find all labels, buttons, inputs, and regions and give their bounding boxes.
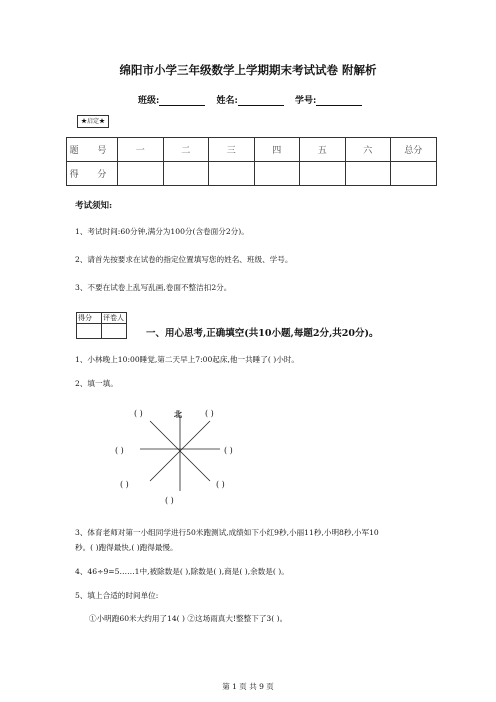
score-header-cell: 四 (254, 138, 300, 162)
blank-northwest[interactable]: ( ) (134, 409, 143, 418)
score-cell[interactable] (254, 162, 300, 186)
score-header-cell: 总分 (391, 138, 437, 162)
score-header-cell: 一 (118, 138, 164, 162)
class-label: 班级: (138, 96, 160, 106)
notice-item: 3、不要在试卷上乱写乱画,卷面不整洁扣2分。 (75, 283, 232, 292)
question-4: 4、46÷9=5……1中,被除数是( ),除数是( ),商是( ),余数是( )。 (75, 567, 289, 576)
score-cell[interactable] (163, 162, 209, 186)
score-row-label: 得 分 (67, 162, 118, 186)
student-id-blank[interactable] (316, 96, 362, 106)
score-header-cell: 六 (345, 138, 391, 162)
north-label: 北 (174, 409, 182, 419)
question-2: 2、填一填。 (75, 379, 118, 388)
score-cell[interactable] (118, 162, 164, 186)
score-header-cell: 二 (163, 138, 209, 162)
score-cell[interactable] (345, 162, 391, 186)
blank-west[interactable]: ( ) (115, 446, 124, 455)
notice-item: 1、考试时间:60分钟,满分为100分(含卷面分2分)。 (75, 227, 249, 236)
scorer-grader-cell[interactable] (102, 324, 127, 339)
student-id-label: 学号: (294, 96, 317, 106)
name-label: 姓名: (216, 96, 238, 106)
question-1: 1、小林晚上10:00睡觉,第二天早上7:00起床,他一共睡了( )小时。 (75, 355, 299, 364)
score-cell[interactable] (209, 162, 255, 186)
question-3-line-2: 秒。( )跑得最快,( )跑得最慢。 (75, 543, 178, 552)
blank-southeast[interactable]: ( ) (216, 480, 225, 489)
question-3-line-1: 3、体育老师对第一小组同学进行50米跑测试,成绩如下小红9秒,小丽11秒,小明8秒,小军10 (75, 528, 379, 537)
student-info-line (138, 93, 370, 106)
score-table-score-row (67, 162, 437, 186)
confidential-stamp: ★启定★ (77, 115, 109, 128)
notice-item: 2、请首先按要求在试卷的指定位置填写您的姓名、班级、学号。 (75, 255, 293, 264)
blank-east[interactable]: ( ) (224, 446, 233, 455)
blank-south[interactable]: ( ) (165, 496, 174, 505)
score-table (66, 137, 437, 186)
question-5: 5、填上合适的时间单位: (75, 591, 159, 600)
class-blank[interactable] (159, 96, 205, 106)
blank-northeast[interactable]: ( ) (205, 409, 214, 418)
scorer-score-cell[interactable] (77, 324, 102, 339)
score-header-cell: 题 号 (67, 138, 118, 162)
section-heading: 一、用心思考,正确填空(共10小题,每题2分,共20分)。 (146, 328, 379, 339)
score-header-cell: 三 (209, 138, 255, 162)
page-title: 绵阳市小学三年级数学上学期期末考试试卷 附解析 (119, 63, 377, 77)
scorer-box (76, 312, 127, 339)
blank-southwest[interactable]: ( ) (120, 480, 129, 489)
notice-heading: 考试须知: (75, 201, 113, 211)
score-table-header-row (67, 138, 437, 162)
page-footer: 第 1 页 共 9 页 (222, 682, 274, 691)
scorer-score-label: 得分 (77, 313, 102, 324)
score-header-cell: 五 (300, 138, 346, 162)
scorer-grader-label: 评卷人 (102, 313, 127, 324)
score-cell[interactable] (391, 162, 437, 186)
name-blank[interactable] (238, 96, 284, 106)
score-cell[interactable] (300, 162, 346, 186)
question-5-sub: ①小明跑60米大约用了14( ) ②这场雨真大!整整下了3( )。 (89, 614, 288, 623)
